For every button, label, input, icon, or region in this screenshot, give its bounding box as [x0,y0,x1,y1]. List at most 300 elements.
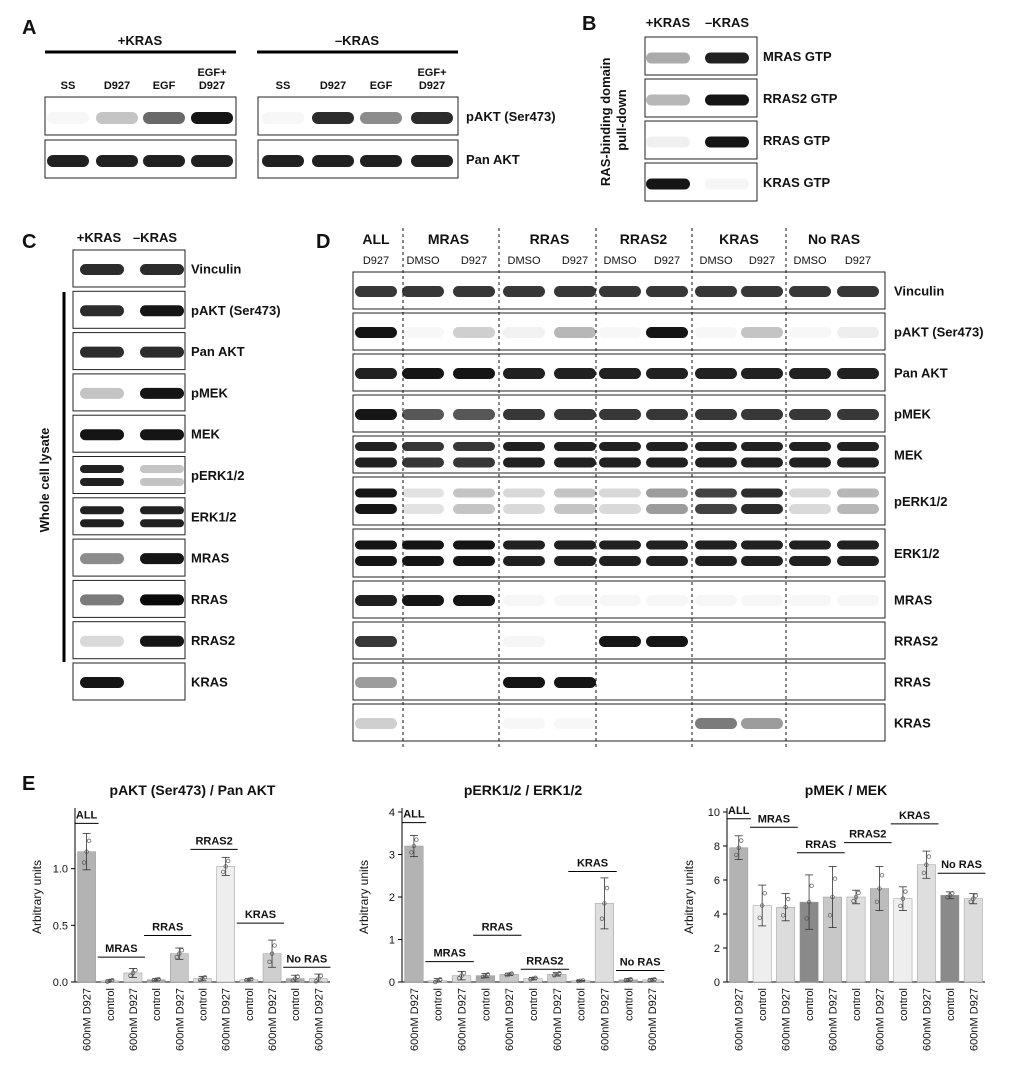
band [705,53,749,64]
band [453,327,495,338]
band [837,368,879,379]
y-tick-label: 6 [713,875,720,887]
data-point [273,944,277,948]
band [503,677,545,688]
band-lower [837,504,879,514]
x-tick-label: control [104,988,117,1022]
x-tick-label: 600nM D927 [599,988,612,1051]
group-bracket-label: No RAS [941,859,983,872]
x-tick-label: 600nM D927 [220,988,233,1051]
chart-title: pERK1/2 / ERK1/2 [463,782,583,798]
band-lower [741,458,783,468]
x-tick-label: 600nM D927 [127,988,140,1051]
band-lower [646,458,688,468]
band-upper [453,541,495,550]
group-label: No RAS [807,231,861,247]
band [411,155,453,167]
band [789,409,831,420]
lane-label: EGF+ [197,67,227,79]
band-lower [837,458,879,468]
row-label: MRAS [191,550,230,566]
band-upper [355,442,397,451]
band [554,595,596,606]
band-lower [741,504,783,514]
band [402,286,444,297]
lane-label: D927 [198,80,226,92]
row-label: MRAS GTP [763,49,832,64]
band [646,409,688,420]
pulldown-side-label [598,54,629,186]
panel-d-letter: D [316,231,331,253]
x-tick-label: control [480,988,493,1022]
band [140,553,184,564]
x-tick-label: control [851,988,863,1022]
group-label: ALL [362,231,390,247]
band [789,368,831,379]
bar [894,899,912,982]
band-upper [554,489,596,498]
band [355,636,397,647]
band-lower [355,556,397,566]
y-tick-label: 10 [707,807,720,819]
band-lower [789,458,831,468]
band-upper [695,541,737,550]
band [191,112,233,124]
lane-label: D927 [844,255,872,267]
x-tick-label: 600nM D927 [456,988,469,1051]
data-point [319,974,323,978]
band [741,327,783,338]
y-axis-label: Arbitrary units [682,859,696,935]
band-upper [355,541,397,550]
x-tick-label: 600nM D927 [874,988,887,1051]
row-label: pAKT (Ser473) [466,109,556,124]
x-tick-label: 600nM D927 [504,988,517,1051]
row-label: RRAS2 [894,633,939,649]
band-upper [789,489,831,498]
band [312,155,354,167]
band [453,595,495,606]
row-label: Pan AKT [191,344,245,360]
band [503,718,545,729]
band [705,179,749,190]
band [554,409,596,420]
pulldown-side-label-line2: pull-down [614,89,629,151]
band-upper [503,442,545,451]
x-tick-label: 600nM D927 [408,988,421,1051]
band [80,677,124,688]
band [599,368,641,379]
band [837,327,879,338]
lane-label: D927 [460,255,488,267]
band [695,368,737,379]
row-label: pERK1/2 [894,494,948,509]
band [503,595,545,606]
band [695,595,737,606]
y-tick-label: 1 [388,934,395,947]
y-tick-label: 2 [713,943,720,955]
band-upper [453,442,495,451]
band [140,305,184,316]
blot-box [353,704,885,741]
band-upper [741,489,783,498]
band [355,595,397,606]
band [262,155,304,167]
band-lower [837,556,879,566]
lane-label: D927 [748,255,776,267]
band [191,155,233,167]
panel-a-letter: A [22,17,37,39]
data-point [462,971,466,975]
band-lower [741,556,783,566]
bar [405,846,424,982]
group-label: MRAS [427,231,470,247]
band-lower [599,458,641,468]
x-tick-label: 600nM D927 [827,988,840,1051]
y-tick-label: 4 [388,807,395,819]
band [47,112,89,124]
bar [730,848,748,982]
band [741,409,783,420]
band-upper [741,442,783,451]
group-bracket-label: No RAS [286,953,328,966]
lane-label: EGF [369,80,393,92]
lane-label: D927 [653,255,681,267]
group-label-plus-kras: +KRAS [117,33,163,48]
x-tick-label: control [243,988,256,1022]
band-lower [140,478,184,486]
data-point [857,891,861,895]
band [360,155,402,167]
band-lower [402,504,444,514]
group-bracket-label: MRAS [433,947,466,960]
band-upper [599,442,641,451]
band-lower [646,504,688,514]
band [705,95,749,106]
y-axis-label: Arbitrary units [357,859,371,935]
band-upper [837,489,879,498]
band [140,347,184,358]
band-upper [646,442,688,451]
row-label: Pan AKT [466,152,520,167]
group-bracket-label: RRAS [481,921,513,934]
band [695,409,737,420]
lane-label-plus-kras: +KRAS [645,15,691,30]
band [355,409,397,420]
data-point [833,877,837,881]
x-tick-label: 600nM D927 [81,988,94,1051]
band [789,286,831,297]
band [355,327,397,338]
band [80,264,124,275]
group-bracket-label: RRAS2 [195,835,233,848]
y-tick-label: 8 [713,841,720,853]
bar [964,899,982,982]
band [47,155,89,167]
data-point [739,839,743,843]
band-lower [503,458,545,468]
band-lower [646,556,688,566]
row-label: Vinculin [191,261,242,277]
lane-label: D927 [103,80,131,92]
band [355,368,397,379]
row-label: pMEK [894,406,931,422]
band-lower [695,556,737,566]
lane-label: DMSO [406,255,440,267]
row-label: pERK1/2 [191,468,245,483]
band [503,286,545,297]
band-lower [80,519,124,527]
blot-box [353,663,885,700]
data-point [974,894,978,898]
x-tick-label: control [151,988,164,1022]
band [503,368,545,379]
blot-box [73,498,185,535]
band-lower [80,478,124,486]
band-upper [741,541,783,550]
band [140,636,184,647]
panel-e [22,773,985,1051]
band [599,286,641,297]
data-point [880,873,884,877]
band-lower [789,556,831,566]
band [741,286,783,297]
band [355,718,397,729]
group-bracket-label: ALL [75,809,98,822]
y-axis-label: Arbitrary units [30,859,44,935]
x-tick-label: 600nM D927 [174,988,187,1051]
band [411,112,453,124]
band [402,327,444,338]
band [646,95,690,106]
band [741,595,783,606]
data-point [904,890,908,894]
band [554,327,596,338]
band-upper [837,442,879,451]
x-tick-label: 600nM D927 [921,988,934,1051]
band [262,112,304,124]
lane-label: DMSO [793,255,827,267]
panel-e-letter: E [22,773,36,795]
band-lower [503,556,545,566]
band [143,112,185,124]
lane-label: DMSO [603,255,637,267]
group-label-minus-kras: –KRAS [334,33,380,48]
lane-label: D927 [319,80,347,92]
group-bracket-label: KRAS [899,809,931,822]
band-upper [695,442,737,451]
group-bracket-label: MRAS [105,943,138,956]
band [741,718,783,729]
group-bracket-label: ALL [728,804,750,817]
band-lower [355,504,397,514]
band [80,636,124,647]
band [80,553,124,564]
band-upper [554,442,596,451]
x-tick-label: control [897,988,910,1022]
band [96,112,138,124]
band [312,112,354,124]
band-lower [355,458,397,468]
panel-a [22,17,556,178]
band-lower [554,556,596,566]
band [80,388,124,399]
band [741,368,783,379]
row-label: MEK [191,426,220,442]
band [646,179,690,190]
x-tick-label: control [197,988,210,1022]
lane-label: EGF [152,80,176,92]
x-tick-label: control [944,988,957,1022]
chart-title: pMEK / MEK [804,782,888,798]
data-point [786,897,790,901]
band [599,636,641,647]
band-upper [402,541,444,550]
band [503,636,545,647]
band [646,595,688,606]
band [80,594,124,605]
row-label: KRAS [191,674,228,690]
row-label: pAKT (Ser473) [894,324,984,340]
row-label: Vinculin [894,283,945,299]
pulldown-side-label-line1: RAS-binding domain [598,57,613,187]
panel-b-letter: B [582,13,597,35]
chart-title: pAKT (Ser473) / Pan AKT [109,782,276,798]
row-label: KRAS GTP [763,175,831,190]
chart-1 [30,782,330,1051]
row-label: RRAS GTP [763,133,831,148]
row-label: pAKT (Ser473) [191,302,281,318]
x-tick-label: control [575,988,588,1022]
group-bracket-label: KRAS [576,857,609,870]
row-label: ERK1/2 [894,546,940,561]
band-lower [140,519,184,527]
data-point [134,968,138,972]
x-tick-label: 600nM D927 [733,988,746,1051]
y-tick-label: 0.0 [52,977,68,989]
panel-c [22,230,281,700]
band [554,286,596,297]
band [554,718,596,729]
group-label: KRAS [719,231,759,247]
band-lower [402,458,444,468]
band-upper [402,442,444,451]
y-tick-label: 0.5 [52,920,68,933]
bar [78,852,96,982]
x-tick-label: control [623,988,636,1022]
band-upper [837,541,879,550]
band [646,286,688,297]
data-point [605,886,609,890]
y-tick-label: 1.0 [52,863,68,876]
y-tick-label: 0 [713,977,720,989]
band [646,327,688,338]
x-tick-label: control [432,988,445,1022]
row-label: RRAS2 [191,633,236,649]
x-tick-label: 600nM D927 [313,988,326,1051]
band-lower [503,504,545,514]
panel-c-letter: C [22,231,37,253]
band-upper [695,489,737,498]
band [96,155,138,167]
band [695,327,737,338]
band-upper [453,489,495,498]
row-label: MRAS [894,592,933,608]
row-label: ERK1/2 [191,509,237,525]
band-upper [789,541,831,550]
band-upper [80,465,124,473]
group-bracket-label: RRAS [805,838,837,851]
band [402,409,444,420]
band-upper [402,489,444,498]
band [837,409,879,420]
data-point [87,839,91,843]
group-bracket-label: ALL [403,808,425,821]
row-label: RRAS [894,674,931,690]
band-lower [453,556,495,566]
band [402,368,444,379]
x-tick-label: control [528,988,540,1022]
row-label: pMEK [191,385,228,401]
data-point [180,948,184,952]
band-lower [599,504,641,514]
x-tick-label: 600nM D927 [551,988,564,1051]
lane-label: D927 [561,255,589,267]
blot-box [73,457,185,494]
lane-label-minus-kras: –KRAS [132,230,178,245]
band-upper [80,506,124,514]
band [837,286,879,297]
band [646,137,690,148]
panel-d [316,228,984,748]
band [646,636,688,647]
band [80,305,124,316]
lane-label: DMSO [507,255,541,267]
band-lower [695,504,737,514]
group-bracket-label: RRAS [152,921,184,934]
band-upper [140,465,184,473]
lane-label: DMSO [699,255,733,267]
band [140,388,184,399]
band [503,409,545,420]
x-tick-label: 600nM D927 [780,988,793,1051]
group-bracket-label: KRAS [244,909,277,922]
band [554,677,596,688]
band [599,409,641,420]
group-bracket-label: RRAS2 [849,828,887,841]
bar [217,866,235,982]
band [789,327,831,338]
x-tick-label: 600nM D927 [647,988,660,1051]
bar [917,865,935,982]
band [705,137,749,148]
band [143,155,185,167]
band [355,286,397,297]
band [554,368,596,379]
band-upper [140,506,184,514]
panel-b [582,13,838,201]
x-tick-label: control [757,988,770,1022]
band [789,595,831,606]
chart-3 [682,782,985,1051]
y-tick-label: 2 [388,892,395,904]
group-bracket-label: MRAS [757,813,791,826]
group-label: RRAS [529,231,570,247]
group-bracket-label: No RAS [619,956,661,969]
band [80,347,124,358]
y-tick-label: 3 [388,849,395,862]
chart-2 [357,782,664,1051]
